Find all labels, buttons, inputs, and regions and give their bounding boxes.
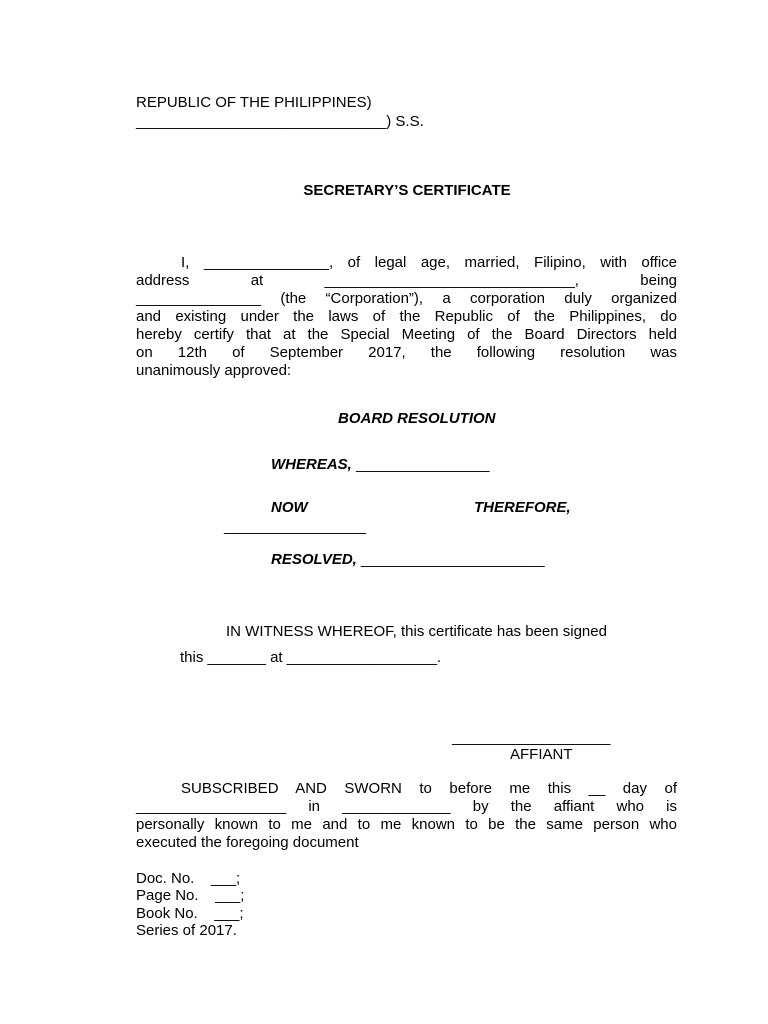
therefore-blank: _________________ (224, 518, 366, 535)
witness-line2: this _______ at __________________. (180, 649, 442, 666)
book-no: Book No. ___; (136, 905, 244, 922)
certification-line: hereby certify that at the Special Meeting of the Board Directors held (136, 326, 677, 343)
certification-line: unanimously approved: (136, 362, 292, 379)
witness-line1: IN WITNESS WHEREOF, this certificate has been signed (226, 623, 607, 640)
certification-paragraph (136, 254, 677, 380)
jurat-line: executed the foregoing document (136, 834, 359, 851)
jurat-line: personally known to me and to me known to be the same person who (136, 816, 677, 833)
whereas-clause (271, 456, 490, 474)
page-no: Page No. ___; (136, 887, 245, 904)
document-title: SECRETARY’S CERTIFICATE (303, 182, 511, 199)
certification-line: I, _______________, of legal age, married, Filipino, with office (181, 254, 677, 271)
series: Series of 2017. (136, 922, 237, 939)
certification-line: and existing under the laws of the Republic of the Philippines, do (136, 308, 677, 325)
jurat-line: __________________ in _____________ by the affiant who is (136, 798, 677, 815)
now-label: NOW (271, 499, 308, 516)
venue-header-line1: REPUBLIC OF THE PHILIPPINES) (136, 94, 372, 111)
jurat-paragraph (136, 780, 677, 852)
resolved-clause (271, 551, 545, 569)
doc-no: Doc. No. ___; (136, 870, 241, 887)
signature-line: ___________________ (452, 729, 611, 746)
resolved-blank: ______________________ (356, 551, 545, 568)
certification-line: address at ______________________________, being (136, 272, 677, 289)
whereas-label: WHEREAS, (271, 456, 352, 473)
resolved-label: RESOLVED, (271, 551, 357, 568)
venue-header-line2: ______________________________) S.S. (136, 113, 424, 130)
therefore-label: THEREFORE, (474, 499, 571, 516)
whereas-blank: ________________ (351, 456, 490, 473)
affiant-label: AFFIANT (510, 746, 573, 763)
jurat-line: SUBSCRIBED AND SWORN to before me this __ day of (181, 780, 677, 797)
certification-line: on 12th of September 2017, the following resolution was (136, 344, 677, 361)
certification-line: _______________ (the “Corporation”), a corporation duly organized (136, 290, 677, 307)
board-resolution-heading: BOARD RESOLUTION (338, 410, 496, 427)
